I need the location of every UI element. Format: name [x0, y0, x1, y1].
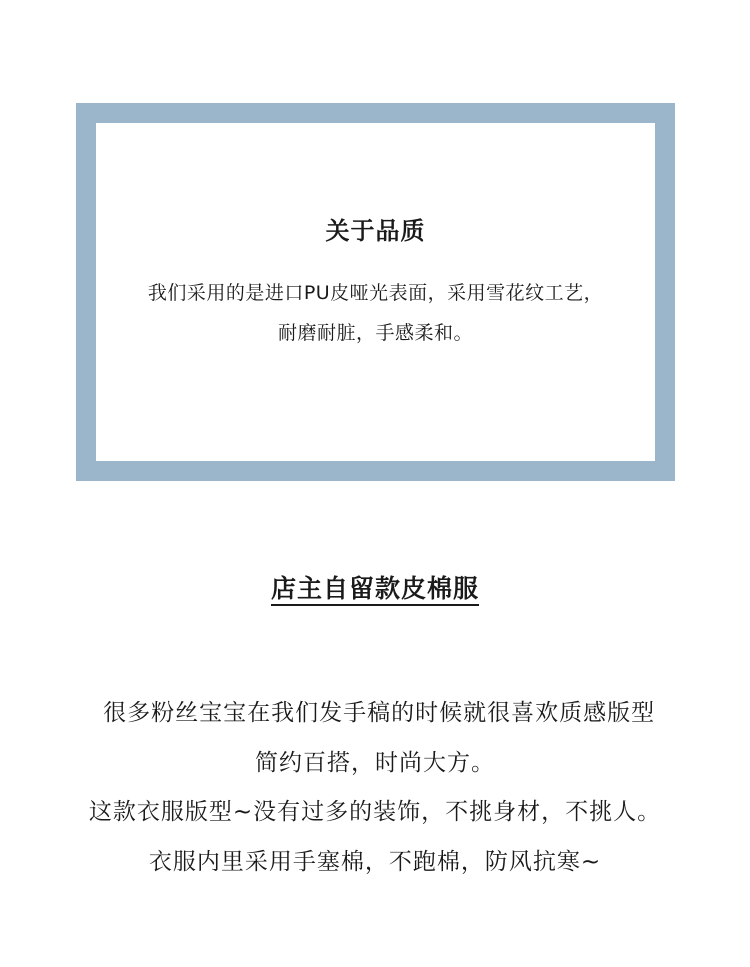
quality-panel	[96, 123, 655, 461]
quality-title: 关于品质	[325, 217, 426, 245]
quality-frame	[76, 103, 675, 481]
description-line: 衣服内里采用手塞棉，不跑棉，防风抗寒~	[148, 848, 602, 875]
quality-line: 我们采用的是进口PU皮哑光表面，采用雪花纹工艺，	[147, 282, 604, 304]
product-heading	[0, 567, 750, 607]
product-description	[0, 689, 750, 887]
description-line: 简约百搭，时尚大方。	[255, 749, 495, 776]
quality-line: 耐磨耐脏，手感柔和。	[277, 322, 473, 344]
quality-description	[96, 273, 655, 353]
description-line: 这款衣服版型~没有过多的装饰，不挑身材，不挑人。	[88, 799, 662, 825]
description-line: 很多粉丝宝宝在我们发手稿的时候就很喜欢质感版型	[94, 700, 656, 726]
product-heading-text: 店主自留款皮棉服	[270, 574, 479, 603]
